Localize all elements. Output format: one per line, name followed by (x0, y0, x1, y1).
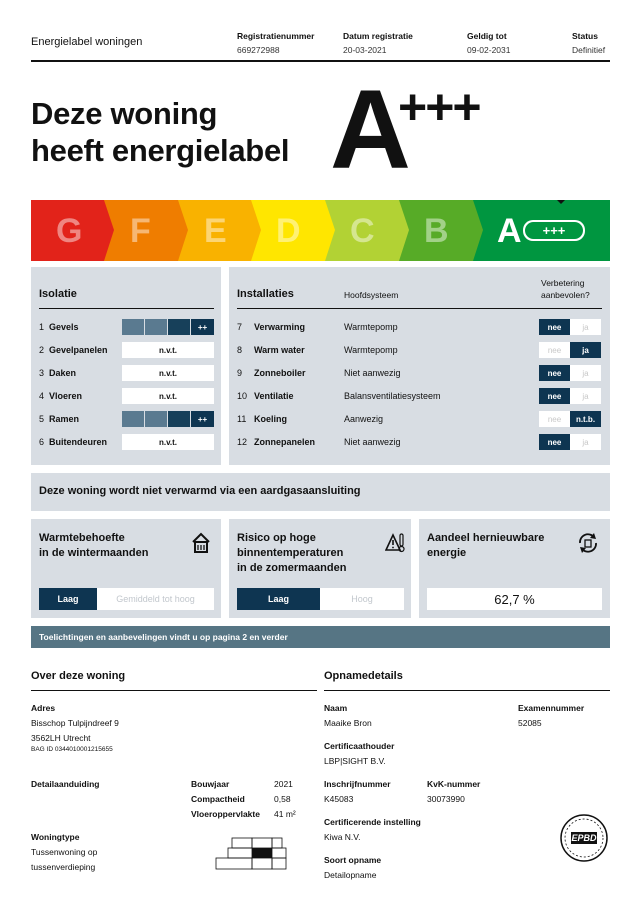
inschrijfnummer-value: K45083 (324, 794, 354, 804)
bouwjaar-value: 2021 (274, 779, 293, 789)
row-label: Gevelpanelen (49, 345, 108, 355)
rating-badge: ++ (191, 411, 214, 427)
option-ja: ja (570, 388, 601, 404)
rating-segment (145, 411, 167, 427)
option-nee: nee (539, 411, 570, 427)
rating-segment (122, 411, 144, 427)
warmtebehoefte-card (31, 519, 221, 618)
row-number: 5 (39, 414, 45, 424)
registration-number: Registratienummer 669272988 (237, 31, 315, 55)
opname-title: Opnamedetails (324, 670, 403, 682)
vloeroppervlakte-value: 41 m² (274, 809, 296, 819)
status: Status Definitief (572, 31, 606, 55)
hernieuwbaar-value: 62,7 % (427, 588, 602, 610)
over-divider (31, 690, 317, 691)
row-system: Warmtepomp (344, 345, 398, 355)
renewable-energy-icon (576, 531, 600, 555)
row-label: Zonnepanelen (254, 437, 316, 447)
info-banner (31, 626, 610, 648)
isolatie-row (39, 411, 214, 427)
registration-date: Datum registratie 20-03-2021 (343, 31, 413, 55)
row-number: 4 (39, 391, 45, 401)
row-label: Gevels (49, 322, 79, 332)
row-number: 9 (237, 368, 243, 378)
isolatie-row (39, 434, 214, 450)
isolatie-row (39, 319, 214, 335)
detail-label: Detailaanduiding (31, 779, 100, 789)
certificaathouder-value: LBP|SIGHT B.V. (324, 756, 386, 766)
opname-divider (324, 690, 610, 691)
kvk-value: 30073990 (427, 794, 465, 804)
option-nee: nee (539, 342, 570, 358)
gas-notice: Deze woning wordt niet verwarmd via een aardgasaansluiting (39, 485, 361, 497)
row-label: Koeling (254, 414, 287, 424)
nvt-value: n.v.t. (122, 365, 214, 381)
risico-option-hoog: Hoog (320, 588, 404, 610)
nvt-value: n.v.t. (122, 388, 214, 404)
building-type-icon (214, 836, 294, 872)
row-system: Balansventilatiesysteem (344, 391, 441, 401)
over-title: Over deze woning (31, 670, 126, 682)
document-title: Energielabel woningen (31, 36, 143, 48)
energy-label-letter: A (330, 67, 408, 192)
installatie-row (237, 434, 602, 450)
option-ja: n.t.b. (570, 411, 601, 427)
scale-letter-a: A (497, 212, 522, 250)
warmte-option-hoog: Gemiddeld tot hoog (97, 588, 214, 610)
hoofdsysteem-header: Hoofdsysteem (344, 290, 399, 300)
row-label: Buitendeuren (49, 437, 108, 447)
header-divider (31, 60, 610, 62)
isolatie-title: Isolatie (39, 288, 77, 300)
examennummer-label: Examennummer (518, 703, 585, 713)
risico-card (229, 519, 411, 618)
option-nee: nee (539, 365, 570, 381)
woningtype-label: Woningtype (31, 832, 80, 842)
bouwjaar-label: Bouwjaar (191, 779, 230, 789)
row-system: Warmtepomp (344, 322, 398, 332)
temperature-warning-icon (385, 532, 405, 554)
option-ja: ja (570, 319, 601, 335)
woningtype-line2: tussenverdieping (31, 862, 96, 872)
inschrijfnummer-label: Inschrijfnummer (324, 779, 391, 789)
energy-scale-graphic (31, 200, 610, 261)
nvt-value: n.v.t. (122, 342, 214, 358)
option-ja: ja (570, 434, 601, 450)
certificerende-label: Certificerende instelling (324, 817, 421, 827)
compactheid-value: 0,58 (274, 794, 291, 804)
row-label: Ramen (49, 414, 80, 424)
row-system: Niet aanwezig (344, 437, 401, 447)
adres-line1: Bisschop Tulpijndreef 9 (31, 718, 119, 728)
vloeroppervlakte-label: Vloeroppervlakte (191, 809, 260, 819)
hero-title: Deze woning heeft energielabel (31, 96, 290, 168)
row-number: 12 (237, 437, 248, 447)
scale-letter-c: C (350, 212, 375, 250)
rating-segment (168, 411, 190, 427)
installatie-row (237, 342, 602, 358)
scale-letter-e: E (204, 212, 227, 250)
examennummer-value: 52085 (518, 718, 542, 728)
energy-scale (31, 200, 610, 261)
rating-segment (168, 319, 190, 335)
soort-opname-value: Detailopname (324, 870, 377, 880)
row-label: Vloeren (49, 391, 83, 401)
soort-opname-label: Soort opname (324, 855, 382, 865)
isolatie-divider (39, 308, 214, 309)
row-label: Daken (49, 368, 77, 378)
compactheid-label: Compactheid (191, 794, 245, 804)
info-banner-text: Toelichtingen en aanbevelingen vindt u op pagina 2 en verder (39, 632, 288, 642)
certificerende-value: Kiwa N.V. (324, 832, 361, 842)
row-label: Ventilatie (254, 391, 294, 401)
row-number: 8 (237, 345, 243, 355)
naam-value: Maaike Bron (324, 718, 372, 728)
isolatie-row (39, 388, 214, 404)
row-label: Warm water (254, 345, 305, 355)
woningtype-line1: Tussenwoning op (31, 847, 98, 857)
risico-option-laag: Laag (237, 588, 320, 610)
isolatie-row (39, 365, 214, 381)
scale-active-plus: +++ (542, 223, 566, 238)
bag-id: BAG ID 0344010001215655 (31, 746, 113, 753)
option-nee: nee (539, 388, 570, 404)
row-number: 7 (237, 322, 243, 332)
warmte-option-laag: Laag (39, 588, 97, 610)
kvk-label: KvK-nummer (427, 779, 481, 789)
scale-letter-g: G (56, 212, 83, 250)
isolatie-row (39, 342, 214, 358)
epbd-logo-text: EPBD (571, 833, 597, 843)
hernieuwbaar-card (419, 519, 610, 618)
nvt-value: n.v.t. (122, 434, 214, 450)
valid-until: Geldig tot 09-02-2031 (467, 31, 511, 55)
row-label: Zonneboiler (254, 368, 306, 378)
installatie-row (237, 319, 602, 335)
row-number: 10 (237, 391, 248, 401)
option-ja: ja (570, 365, 601, 381)
row-label: Verwarming (254, 322, 306, 332)
risico-title: Risico op hoge binnentemperaturen in de zomermaanden (237, 532, 347, 574)
row-number: 11 (237, 414, 247, 424)
installaties-divider (237, 308, 602, 309)
gas-notice-panel (31, 473, 610, 511)
scale-letter-d: D (276, 212, 301, 250)
row-number: 3 (39, 368, 45, 378)
rating-segment (145, 319, 167, 335)
epbd-logo (559, 813, 609, 863)
installaties-title: Installaties (237, 288, 294, 300)
row-number: 2 (39, 345, 45, 355)
row-system: Niet aanwezig (344, 368, 401, 378)
installatie-row (237, 411, 602, 427)
rating-badge: ++ (191, 319, 214, 335)
option-nee: nee (539, 319, 570, 335)
warmtebehoefte-title: Warmtebehoefte in de wintermaanden (39, 532, 149, 559)
verbetering-header: Verbetering aanbevolen? (541, 278, 590, 300)
option-nee: nee (539, 434, 570, 450)
house-heating-icon (191, 532, 211, 554)
row-system: Aanwezig (344, 414, 384, 424)
adres-label: Adres (31, 703, 56, 713)
scale-letter-f: F (130, 212, 151, 250)
hernieuwbaar-title: Aandeel hernieuwbare energie (427, 532, 545, 559)
installatie-row (237, 388, 602, 404)
installatie-row (237, 365, 602, 381)
row-number: 6 (39, 437, 45, 447)
installaties-panel (229, 267, 610, 465)
rating-segment (122, 319, 144, 335)
scale-letter-b: B (424, 212, 449, 250)
naam-label: Naam (324, 703, 348, 713)
certificaathouder-label: Certificaathouder (324, 741, 395, 751)
isolatie-panel (31, 267, 221, 465)
energy-label-plus: +++ (398, 79, 480, 135)
adres-line2: 3562LH Utrecht (31, 733, 91, 743)
row-number: 1 (39, 322, 45, 332)
option-ja: ja (570, 342, 601, 358)
